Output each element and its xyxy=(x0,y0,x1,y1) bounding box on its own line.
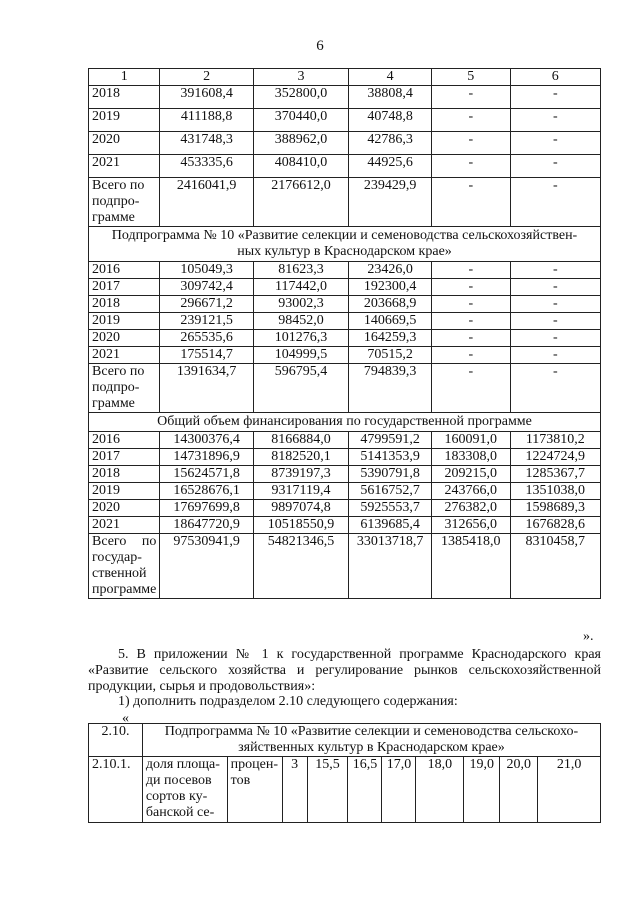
indicator-unit xyxy=(227,757,282,823)
table-row xyxy=(89,262,601,279)
value-cell: 16528676,1 xyxy=(160,483,253,500)
subprogram-number: 2.10. xyxy=(89,724,143,757)
table-row xyxy=(89,86,601,109)
value-cell: 192300,4 xyxy=(349,279,432,296)
total-value-cell: 596795,4 xyxy=(253,364,348,413)
total-row xyxy=(89,534,601,599)
value-cell: - xyxy=(510,347,600,364)
indicator-name-line: сортов ку- xyxy=(145,789,208,804)
financing-table xyxy=(88,68,601,599)
value-cell: 14731896,9 xyxy=(160,449,253,466)
total-value-cell: 1391634,7 xyxy=(160,364,253,413)
year-cell: 2021 xyxy=(89,155,160,178)
value-cell: 105049,3 xyxy=(160,262,253,279)
table-row xyxy=(89,313,601,330)
overall-financing-title xyxy=(89,413,601,432)
year-cell: 2020 xyxy=(89,132,160,155)
value-cell: 183308,0 xyxy=(431,449,510,466)
value-cell: 265535,6 xyxy=(160,330,253,347)
value-cell: 23426,0 xyxy=(349,262,432,279)
year-cell: 2019 xyxy=(89,483,160,500)
value-cell: 203668,9 xyxy=(349,296,432,313)
subprogram-row xyxy=(89,724,601,757)
indicator-value: 16,5 xyxy=(348,757,382,823)
value-cell: - xyxy=(431,155,510,178)
value-cell: 408410,0 xyxy=(253,155,348,178)
year-cell: 2021 xyxy=(89,347,160,364)
value-cell: 8166884,0 xyxy=(253,432,348,449)
value-cell: 160091,0 xyxy=(431,432,510,449)
table-row xyxy=(89,500,601,517)
total-value-cell: 33013718,7 xyxy=(349,534,432,599)
value-cell: 239121,5 xyxy=(160,313,253,330)
total-value-cell: - xyxy=(431,364,510,413)
indicator-name-line: ди посевов xyxy=(145,773,212,788)
subprogram-title xyxy=(142,724,600,757)
total-value-cell: 2176612,0 xyxy=(253,178,348,227)
indicator-name-line: банской се- xyxy=(145,805,215,820)
value-cell: 140669,5 xyxy=(349,313,432,330)
indicator-name xyxy=(142,757,227,823)
value-cell: 411188,8 xyxy=(160,109,253,132)
total-label xyxy=(89,534,160,599)
value-cell: 101276,3 xyxy=(253,330,348,347)
value-cell: 164259,3 xyxy=(349,330,432,347)
value-cell: 1598689,3 xyxy=(510,500,600,517)
value-cell: 1285367,7 xyxy=(510,466,600,483)
year-cell: 2017 xyxy=(89,279,160,296)
year-cell: 2017 xyxy=(89,449,160,466)
value-cell: 8182520,1 xyxy=(253,449,348,466)
subprogram-10-title xyxy=(89,227,601,262)
indicator-value: 20,0 xyxy=(500,757,538,823)
value-cell: 104999,5 xyxy=(253,347,348,364)
year-cell: 2018 xyxy=(89,296,160,313)
total-value-cell: - xyxy=(510,178,600,227)
value-cell: 370440,0 xyxy=(253,109,348,132)
table-row xyxy=(89,109,601,132)
value-cell: 209215,0 xyxy=(431,466,510,483)
table-row xyxy=(89,466,601,483)
value-cell: - xyxy=(431,330,510,347)
value-cell: - xyxy=(431,132,510,155)
value-cell: 388962,0 xyxy=(253,132,348,155)
value-cell: - xyxy=(431,296,510,313)
value-cell: 98452,0 xyxy=(253,313,348,330)
closing-quote: ». xyxy=(583,629,594,644)
subprogram-10-title-row xyxy=(89,227,601,262)
value-cell: - xyxy=(510,296,600,313)
total-value-cell: 8310458,7 xyxy=(510,534,600,599)
value-cell: - xyxy=(431,347,510,364)
indicator-unit-line: процен- xyxy=(230,757,279,772)
value-cell: 352800,0 xyxy=(253,86,348,109)
value-cell: 10518550,9 xyxy=(253,517,348,534)
total-label xyxy=(89,178,160,227)
value-cell: 8739197,3 xyxy=(253,466,348,483)
total-row xyxy=(89,364,601,413)
indicator-value: 15,5 xyxy=(307,757,348,823)
subprogram-title-line: Подпрограмма № 10 «Развитие селекции и семеноводства сельскохо- xyxy=(164,724,579,739)
value-cell: 1173810,2 xyxy=(510,432,600,449)
indicator-unit-line: тов xyxy=(230,773,251,788)
column-header-cell: 5 xyxy=(431,69,510,86)
total-value-cell: - xyxy=(431,178,510,227)
value-cell: 312656,0 xyxy=(431,517,510,534)
table-row xyxy=(89,449,601,466)
value-cell: 70515,2 xyxy=(349,347,432,364)
page-number: 6 xyxy=(316,38,324,54)
total-label-line: подпро- xyxy=(92,194,140,209)
value-cell: 296671,2 xyxy=(160,296,253,313)
total-value-cell: 54821346,5 xyxy=(253,534,348,599)
indicator-number: 2.10.1. xyxy=(89,757,143,823)
total-label-line: ственной xyxy=(92,566,147,581)
indicator-value: 17,0 xyxy=(382,757,416,823)
value-cell: - xyxy=(510,109,600,132)
table-row xyxy=(89,483,601,500)
value-cell: - xyxy=(431,109,510,132)
value-cell: 1351038,0 xyxy=(510,483,600,500)
value-cell: 17697699,8 xyxy=(160,500,253,517)
value-cell: - xyxy=(431,262,510,279)
value-cell: - xyxy=(510,279,600,296)
table-row xyxy=(89,517,601,534)
value-cell: 42786,3 xyxy=(349,132,432,155)
value-cell: 81623,3 xyxy=(253,262,348,279)
indicator-value: 19,0 xyxy=(464,757,500,823)
year-cell: 2016 xyxy=(89,262,160,279)
total-label-line: Всего по xyxy=(92,178,145,193)
value-cell: 9897074,8 xyxy=(253,500,348,517)
value-cell: 431748,3 xyxy=(160,132,253,155)
year-cell: 2020 xyxy=(89,330,160,347)
column-header-row xyxy=(89,69,601,86)
open-quote: « xyxy=(122,711,129,726)
total-label-line: Всего по xyxy=(92,534,157,549)
paragraph-1: 1) дополнить подразделом 2.10 следующего содержания: xyxy=(118,694,458,709)
value-cell: - xyxy=(510,86,600,109)
value-cell: 93002,3 xyxy=(253,296,348,313)
table-row xyxy=(89,330,601,347)
year-cell: 2021 xyxy=(89,517,160,534)
total-label-line: Всего по xyxy=(92,364,145,379)
value-cell: 44925,6 xyxy=(349,155,432,178)
total-value-cell: 2416041,9 xyxy=(160,178,253,227)
value-cell: 9317119,4 xyxy=(253,483,348,500)
total-label-line: программе xyxy=(92,582,157,597)
total-value-cell: 794839,3 xyxy=(349,364,432,413)
column-header-cell: 3 xyxy=(253,69,348,86)
value-cell: - xyxy=(510,262,600,279)
year-cell: 2018 xyxy=(89,466,160,483)
value-cell: - xyxy=(431,86,510,109)
table-row xyxy=(89,155,601,178)
value-cell: 5616752,7 xyxy=(349,483,432,500)
total-label-line: грамме xyxy=(92,210,135,225)
column-header-cell: 1 xyxy=(89,69,160,86)
value-cell: - xyxy=(510,330,600,347)
subprogram-title-line: зяйственных культур в Краснодарском крае» xyxy=(238,740,505,755)
value-cell: 309742,4 xyxy=(160,279,253,296)
total-row xyxy=(89,178,601,227)
total-label-line: грамме xyxy=(92,396,135,411)
value-cell: 117442,0 xyxy=(253,279,348,296)
value-cell: 391608,4 xyxy=(160,86,253,109)
value-cell: 453335,6 xyxy=(160,155,253,178)
table-row xyxy=(89,279,601,296)
value-cell: - xyxy=(431,279,510,296)
year-cell: 2016 xyxy=(89,432,160,449)
value-cell: 243766,0 xyxy=(431,483,510,500)
table-row xyxy=(89,132,601,155)
overall-financing-title-row xyxy=(89,413,601,432)
value-cell: - xyxy=(510,132,600,155)
total-value-cell: 1385418,0 xyxy=(431,534,510,599)
table-row xyxy=(89,432,601,449)
value-cell: 4799591,2 xyxy=(349,432,432,449)
year-cell: 2019 xyxy=(89,109,160,132)
year-cell: 2018 xyxy=(89,86,160,109)
value-cell: - xyxy=(431,313,510,330)
total-value-cell: 97530941,9 xyxy=(160,534,253,599)
total-label xyxy=(89,364,160,413)
column-header-cell: 2 xyxy=(160,69,253,86)
value-cell: 175514,7 xyxy=(160,347,253,364)
value-cell: 6139685,4 xyxy=(349,517,432,534)
total-value-cell: - xyxy=(510,364,600,413)
value-cell: - xyxy=(510,155,600,178)
value-cell: - xyxy=(510,313,600,330)
year-cell: 2019 xyxy=(89,313,160,330)
subprogram-10-title-line: ных культур в Краснодарском крае» xyxy=(237,244,452,259)
value-cell: 1676828,6 xyxy=(510,517,600,534)
column-header-cell: 6 xyxy=(510,69,600,86)
total-label-line: государ- xyxy=(92,550,142,565)
total-label-line: подпро- xyxy=(92,380,140,395)
value-cell: 5141353,9 xyxy=(349,449,432,466)
value-cell: 15624571,8 xyxy=(160,466,253,483)
value-cell: 1224724,9 xyxy=(510,449,600,466)
value-cell: 18647720,9 xyxy=(160,517,253,534)
total-value-cell: 239429,9 xyxy=(349,178,432,227)
paragraph-5: 5. В приложении № 1 к государственной программе Краснодарского края «Развитие сельского хозяйства и регулирование рынков сельскохозяйственной продукции, сырья и продовольствия»: xyxy=(88,647,601,694)
column-header-cell: 4 xyxy=(349,69,432,86)
subprogram-10-title-line: Подпрограмма № 10 «Развитие селекции и семеноводства сельскохозяйствен- xyxy=(111,228,578,243)
indicator-row xyxy=(89,757,601,823)
indicator-name-line: доля площа- xyxy=(145,757,220,772)
indicator-value: 21,0 xyxy=(538,757,601,823)
indicator-value: 3 xyxy=(282,757,307,823)
value-cell: 14300376,4 xyxy=(160,432,253,449)
value-cell: 5390791,8 xyxy=(349,466,432,483)
table-row xyxy=(89,347,601,364)
value-cell: 40748,8 xyxy=(349,109,432,132)
value-cell: 5925553,7 xyxy=(349,500,432,517)
value-cell: 276382,0 xyxy=(431,500,510,517)
value-cell: 38808,4 xyxy=(349,86,432,109)
indicator-value: 18,0 xyxy=(416,757,464,823)
table-row xyxy=(89,296,601,313)
year-cell: 2020 xyxy=(89,500,160,517)
overall-financing-title-line: Общий объем финансирования по государственной программе xyxy=(157,414,532,429)
indicator-table xyxy=(88,723,601,823)
